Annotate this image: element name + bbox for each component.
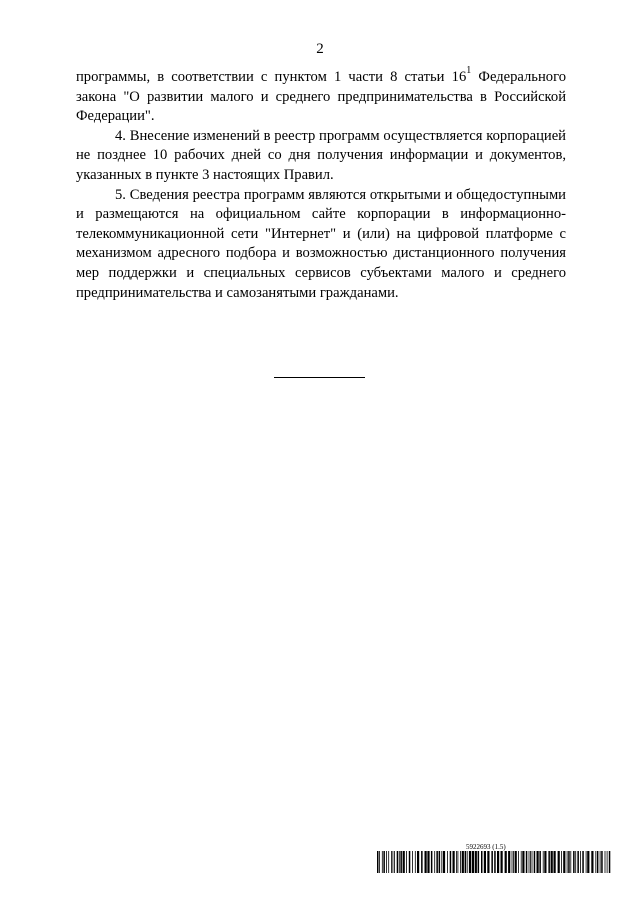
paragraph-continuation bbox=[76, 65, 566, 127]
page-number: 2 bbox=[316, 41, 324, 57]
paragraph-text: программы, в соответствии с пунктом 1 части 8 статьи 16 bbox=[76, 69, 467, 85]
paragraph-text: Федерального закона "О развитии малого и среднего предпринимательства в Российской Федерации". bbox=[76, 69, 566, 125]
barcode bbox=[377, 851, 613, 873]
paragraph-5: 5. Сведения реестра программ являются открытыми и общедоступными и размещаются на официальном сайте корпорации в информационно-телекоммуникационной сети "Интернет" и (или) на цифровой платформе с механизмом адресного подбора и возможностью дистанционного получения мер поддержки и специальных сервисов субъектами малого и среднего предпринимательства и самозанятыми гражданами. bbox=[76, 186, 566, 301]
end-divider bbox=[274, 377, 365, 378]
document-body bbox=[76, 65, 566, 303]
superscript: 1 bbox=[466, 65, 472, 76]
document-code: 5922693 (1.5) bbox=[466, 843, 506, 851]
paragraph-4: 4. Внесение изменений в реестр программ осуществляется корпорацией не позднее 10 рабочих дней со дня получения информации и документов, указанных в пункте 3 настоящих Правил. bbox=[76, 127, 566, 183]
